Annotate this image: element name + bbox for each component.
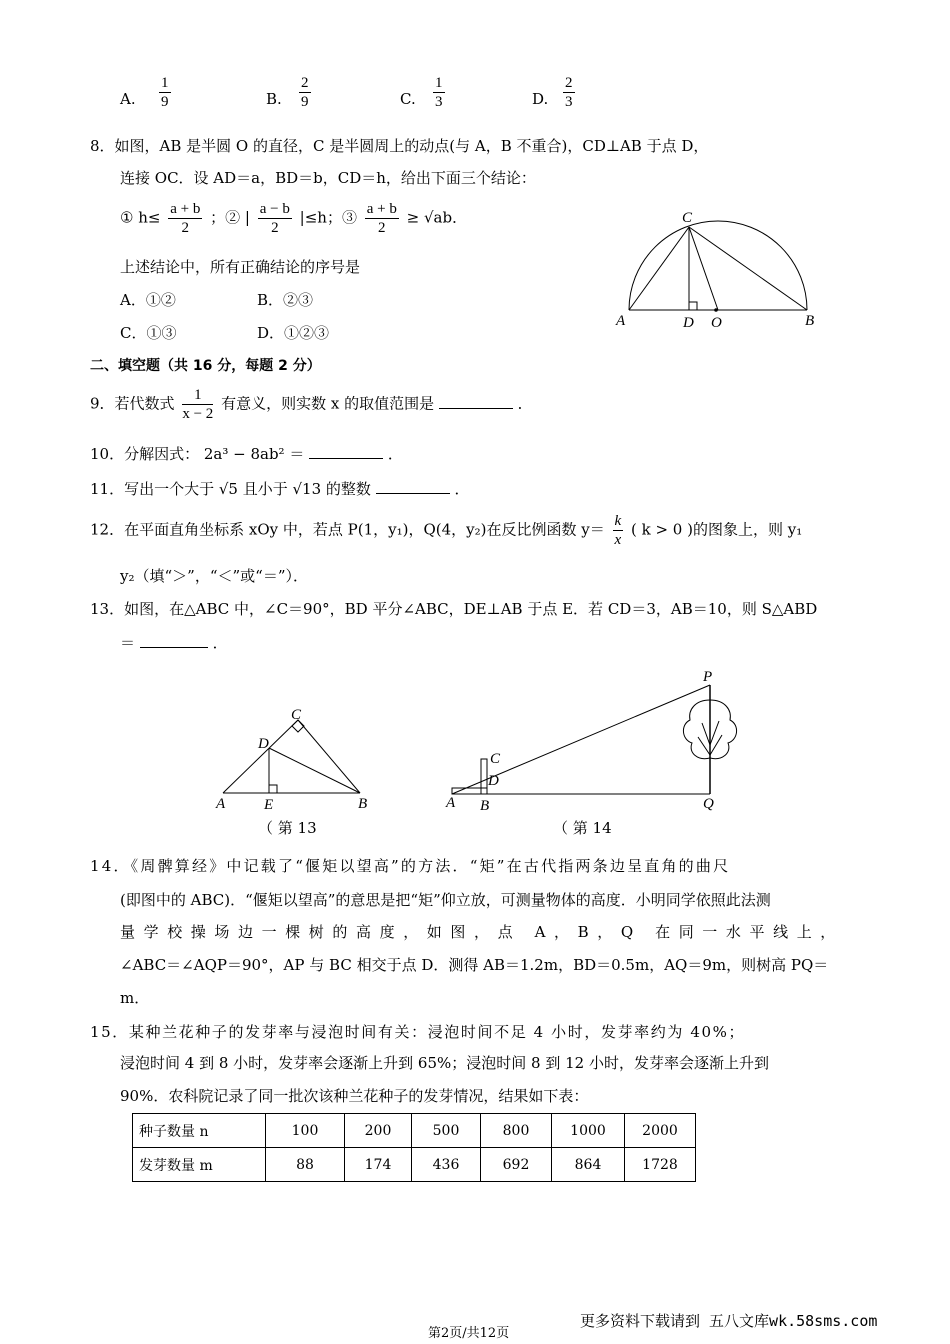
q11 (90, 478, 470, 499)
q7-option-b-fraction: $\frac{2}{9}$ (301, 75, 309, 110)
figure-14-caption: （ 第 14 (553, 819, 612, 837)
q8-conclusions (120, 200, 467, 237)
figure-13-caption: （ 第 13 (258, 819, 317, 837)
q10-text: 10．分解因式： 2a³ − 8ab² ＝ (90, 445, 305, 463)
q12-post: ( k > 0 )的图象上，则 y₁ (630, 520, 803, 539)
q8-c3-post: ≥ √ab． (406, 208, 468, 227)
segment-bc (689, 227, 807, 310)
q10 (90, 443, 403, 464)
table-row (133, 1148, 696, 1182)
q7-option-c-label: C. (400, 90, 416, 108)
q8-fraction-2: $\frac{a - b}{2}$ (259, 201, 290, 236)
fig14-label-c: C (490, 751, 501, 767)
table-cell: 88 (266, 1148, 345, 1182)
q8-option-c: C．①③ (120, 324, 177, 342)
fig13-label-e: E (264, 797, 274, 813)
side-bc (298, 720, 360, 793)
q8-option-d: D．①②③ (257, 324, 330, 342)
q12-line2: y₂（填“＞”，“＜”或“＝”）． (120, 567, 308, 585)
table-cell: 2000 (625, 1114, 696, 1148)
q8-option-a: A．①② (120, 291, 176, 309)
q13-line2 (120, 632, 228, 653)
q13-eq: ＝ (120, 634, 136, 652)
ruler-vertical (481, 759, 487, 794)
figure-14 (440, 665, 740, 815)
label-b: B (805, 313, 815, 329)
q8-c2-pre: ；② | (210, 208, 250, 227)
q8-c1-pre: ① h≤ (120, 208, 161, 227)
table-cell: 174 (345, 1148, 412, 1182)
q12-pre: 12．在平面直角坐标系 xOy 中，若点 P(1，y₁)，Q(4，y₂)在反比例函数 y＝ (90, 520, 605, 539)
table-cell: 1728 (625, 1148, 696, 1182)
table-cell: 200 (345, 1114, 412, 1148)
label-o: O (711, 315, 722, 331)
footer-ad[interactable]: 更多资料下载请到 五八文库wk.58sms.com (580, 1312, 878, 1330)
label-a: A (616, 313, 626, 329)
q15-line3: 90%．农科院记录了同一批次该种兰花种子的发芽情况，结果如下表： (120, 1087, 589, 1105)
q9 (90, 386, 533, 423)
table-cell: 800 (481, 1114, 552, 1148)
q8-line1: 8．如图，AB 是半圆 O 的直径，C 是半圆周上的动点(与 A，B 不重合)，CD⊥AB 于点 D， (90, 137, 709, 155)
fig14-label-d: D (488, 773, 499, 789)
q12-fraction: $\frac{k}{x}$ (614, 513, 622, 548)
q11-text: 11．写出一个大于 √5 且小于 √13 的整数 (90, 480, 371, 498)
q13-answer-blank[interactable] (140, 633, 208, 648)
semicircle-arc (629, 221, 807, 310)
q8-line2: 连接 OC．设 AD＝a，BD＝b，CD＝h，给出下面三个结论： (120, 169, 536, 187)
table-cell: 692 (481, 1148, 552, 1182)
q14-line5: m． (120, 989, 150, 1007)
q9-pre: 9．若代数式 (90, 394, 175, 413)
table-header-cell: 发芽数量 m (133, 1148, 266, 1182)
q7-option-a-fraction: $\frac{1}{9}$ (161, 75, 169, 110)
q9-fraction: $\frac{1}{x - 2}$ (182, 387, 214, 422)
fig14-label-p: P (703, 669, 713, 685)
table-row (133, 1114, 696, 1148)
ruler-horizontal (452, 788, 487, 794)
q14-line1: 14．《周髀算经》中记载了“偃矩以望高”的方法．“矩”在古代指两条边呈直角的曲尺 (90, 857, 731, 875)
q9-post: 有意义，则实数 x 的取值范围是 (221, 394, 435, 413)
q11-answer-blank[interactable] (376, 479, 450, 494)
section2-heading: 二、填空题（共 16 分，每题 2 分） (90, 358, 321, 374)
fig13-label-a: A (216, 796, 226, 812)
q10-answer-blank[interactable] (309, 444, 383, 459)
fig14-label-q: Q (703, 796, 714, 812)
q8-c2-post: |≤h；③ (299, 208, 357, 227)
label-c: C (682, 210, 693, 226)
point-o (714, 308, 718, 312)
q14-line2: (即图中的 ABC)．“偃矩以望高”的意思是把“矩”仰立放，可测量物体的高度．小明同学依照此法测 (120, 891, 771, 909)
germination-table (132, 1113, 696, 1182)
fig13-label-c: C (291, 707, 302, 723)
q8-line4: 上述结论中，所有正确结论的序号是 (120, 258, 361, 276)
fig14-label-a: A (446, 795, 456, 811)
q7-option-c-fraction: $\frac{1}{3}$ (435, 75, 443, 110)
q9-answer-blank[interactable] (439, 394, 513, 409)
table-cell: 100 (266, 1114, 345, 1148)
q8-option-b: B．②③ (257, 291, 314, 309)
segment-bd (269, 748, 360, 793)
table-cell: 436 (412, 1148, 481, 1182)
right-angle-mark (689, 302, 697, 310)
q13-end: ． (212, 634, 228, 652)
fig14-label-b: B (480, 798, 490, 814)
fig13-label-d: D (258, 736, 269, 752)
segment-oc (689, 227, 718, 310)
table-header-cell: 种子数量 n (133, 1114, 266, 1148)
q15-line2: 浸泡时间 4 到 8 小时，发芽率会逐渐上升到 65%；浸泡时间 8 到 12 小时，发芽率会逐渐上升到 (120, 1054, 769, 1072)
page-number: 第2页/共12页 (428, 1326, 510, 1341)
right-angle-e (269, 785, 277, 793)
label-d: D (683, 315, 694, 331)
q12 (90, 512, 802, 549)
q13-line1: 13．如图，在△ABC 中，∠C＝90°，BD 平分∠ABC，DE⊥AB 于点 E．若 CD＝3，AB＝10，则 S△ABD (90, 600, 818, 618)
q15-line1: 15．某种兰花种子的发芽率与浸泡时间有关：浸泡时间不足 4 小时，发芽率约为 40%； (90, 1023, 746, 1041)
q7-option-d-label: D. (532, 90, 549, 108)
q14-line3: 量学校操场边一棵树的高度，如图，点 A，B，Q 在同一水平线上， (120, 923, 844, 941)
q7-option-a-label: A. (120, 90, 136, 108)
table-cell: 864 (552, 1148, 625, 1182)
fig13-label-b: B (358, 796, 368, 812)
semicircle-figure (610, 205, 825, 335)
q8-fraction-3: $\frac{a + b}{2}$ (366, 201, 397, 236)
q11-end: ． (454, 480, 470, 498)
q9-end: ． (517, 394, 533, 413)
segment-ac (629, 227, 689, 310)
q7-option-b-label: B. (266, 90, 282, 108)
q10-end: ． (387, 445, 403, 463)
table-cell: 500 (412, 1114, 481, 1148)
table-cell: 1000 (552, 1114, 625, 1148)
q7-option-d-fraction: $\frac{2}{3}$ (565, 75, 573, 110)
q8-fraction-1: $\frac{a + b}{2}$ (170, 201, 201, 236)
q14-line4: ∠ABC＝∠AQP＝90°，AP 与 BC 相交于点 D．测得 AB＝1.2m，BD＝0.5m，AQ＝9m，则树高 PQ＝ (120, 956, 829, 974)
